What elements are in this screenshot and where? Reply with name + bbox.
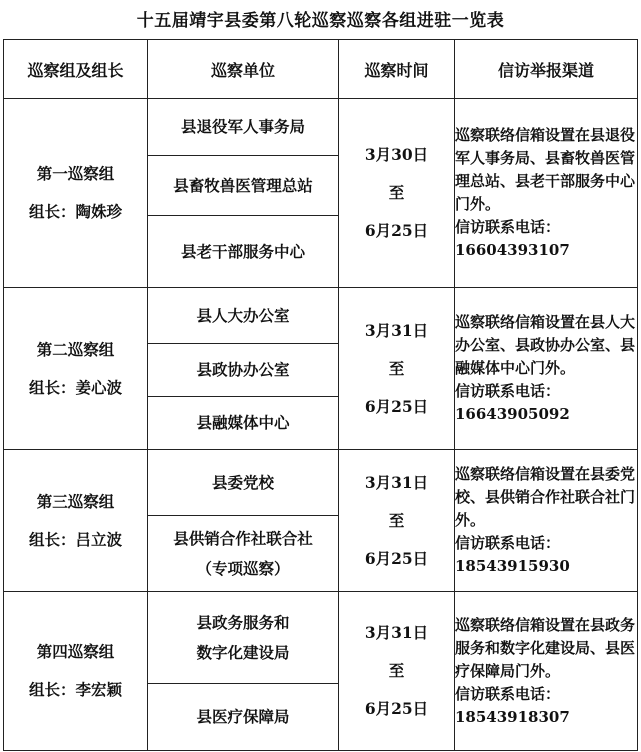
channel-cell	[455, 592, 638, 751]
time-start: 3月31日	[364, 320, 429, 340]
phone-label: 信访联系电话：	[455, 382, 561, 400]
time-end: 6月25日	[364, 699, 429, 718]
channel-description: 巡察联络信箱设置在县委党校、县供销合作社联合社门外。	[455, 465, 636, 529]
channel-description: 巡察联络信箱设置在县人大办公室、县政协办公室、县融媒体中心门外。	[455, 313, 636, 377]
header-time: 巡察时间	[339, 40, 455, 99]
team-name: 第一巡察组	[36, 164, 115, 183]
time-end: 6月25日	[364, 221, 429, 240]
phone-label: 信访联系电话：	[455, 534, 561, 552]
time-separator: 至	[388, 183, 405, 202]
channel-cell	[455, 288, 638, 450]
team-leader: 组长：吕立波	[28, 529, 122, 549]
unit-cell: 县退役军人事务局	[148, 99, 339, 156]
channel-description: 巡察联络信箱设置在县退役军人事务局、县畜牧兽医管理总站、县老干部服务中心门外。	[455, 126, 636, 213]
time-cell	[339, 288, 455, 450]
channel-cell	[455, 99, 638, 288]
team-cell	[4, 99, 148, 288]
phone-number: 16643905092	[455, 405, 570, 423]
time-cell	[339, 450, 455, 592]
channel-cell	[455, 450, 638, 592]
unit-cell: 县人大办公室	[148, 288, 339, 344]
time-cell	[339, 592, 455, 751]
inspection-table	[3, 39, 638, 751]
unit-cell: 县政协办公室	[148, 344, 339, 397]
time-separator: 至	[388, 358, 405, 378]
table-row	[4, 288, 638, 344]
header-team: 巡察组及组长	[4, 40, 148, 99]
time-start: 3月31日	[364, 472, 429, 492]
header-unit: 巡察单位	[148, 40, 339, 99]
team-name: 第二巡察组	[36, 339, 115, 359]
table-row	[4, 592, 638, 684]
unit-cell: 县委党校	[148, 450, 339, 516]
time-separator: 至	[388, 510, 405, 530]
time-separator: 至	[388, 661, 405, 680]
unit-cell: 县融媒体中心	[148, 397, 339, 450]
time-start: 3月31日	[364, 623, 429, 642]
phone-number: 16604393107	[455, 241, 570, 259]
unit-cell: 县老干部服务中心	[148, 216, 339, 288]
table-row	[4, 450, 638, 516]
team-cell	[4, 592, 148, 751]
time-end: 6月25日	[364, 396, 429, 416]
unit-cell	[148, 516, 339, 592]
page-title: 十五届靖宇县委第八轮巡察巡察各组进驻一览表	[136, 11, 505, 31]
unit-name-line1: 县政务服务和	[196, 612, 290, 632]
unit-note: （专项巡察）	[196, 558, 290, 578]
team-cell	[4, 288, 148, 450]
time-start: 3月30日	[364, 145, 429, 164]
unit-cell: 县畜牧兽医管理总站	[148, 156, 339, 216]
unit-cell: 县医疗保障局	[148, 684, 339, 751]
header-row	[4, 40, 638, 99]
team-leader: 组长：李宏颖	[28, 680, 122, 699]
header-channel: 信访举报渠道	[455, 40, 638, 99]
team-leader: 组长：姜心波	[28, 377, 122, 397]
unit-cell	[148, 592, 339, 684]
channel-description: 巡察联络信箱设置在县政务服务和数字化建设局、县医疗保障局门外。	[455, 615, 636, 680]
unit-name-line2: 数字化建设局	[196, 642, 290, 662]
phone-number: 18543915930	[455, 557, 570, 575]
time-cell	[339, 99, 455, 288]
unit-name: 县供销合作社联合社	[173, 528, 313, 548]
phone-label: 信访联系电话：	[455, 684, 561, 703]
team-name: 第三巡察组	[36, 491, 115, 511]
phone-label: 信访联系电话：	[455, 218, 561, 236]
phone-number: 18543918307	[455, 707, 570, 726]
team-leader: 组长：陶姝珍	[28, 202, 122, 221]
table-row	[4, 99, 638, 156]
team-cell	[4, 450, 148, 592]
time-end: 6月25日	[364, 548, 429, 568]
team-name: 第四巡察组	[36, 642, 115, 661]
